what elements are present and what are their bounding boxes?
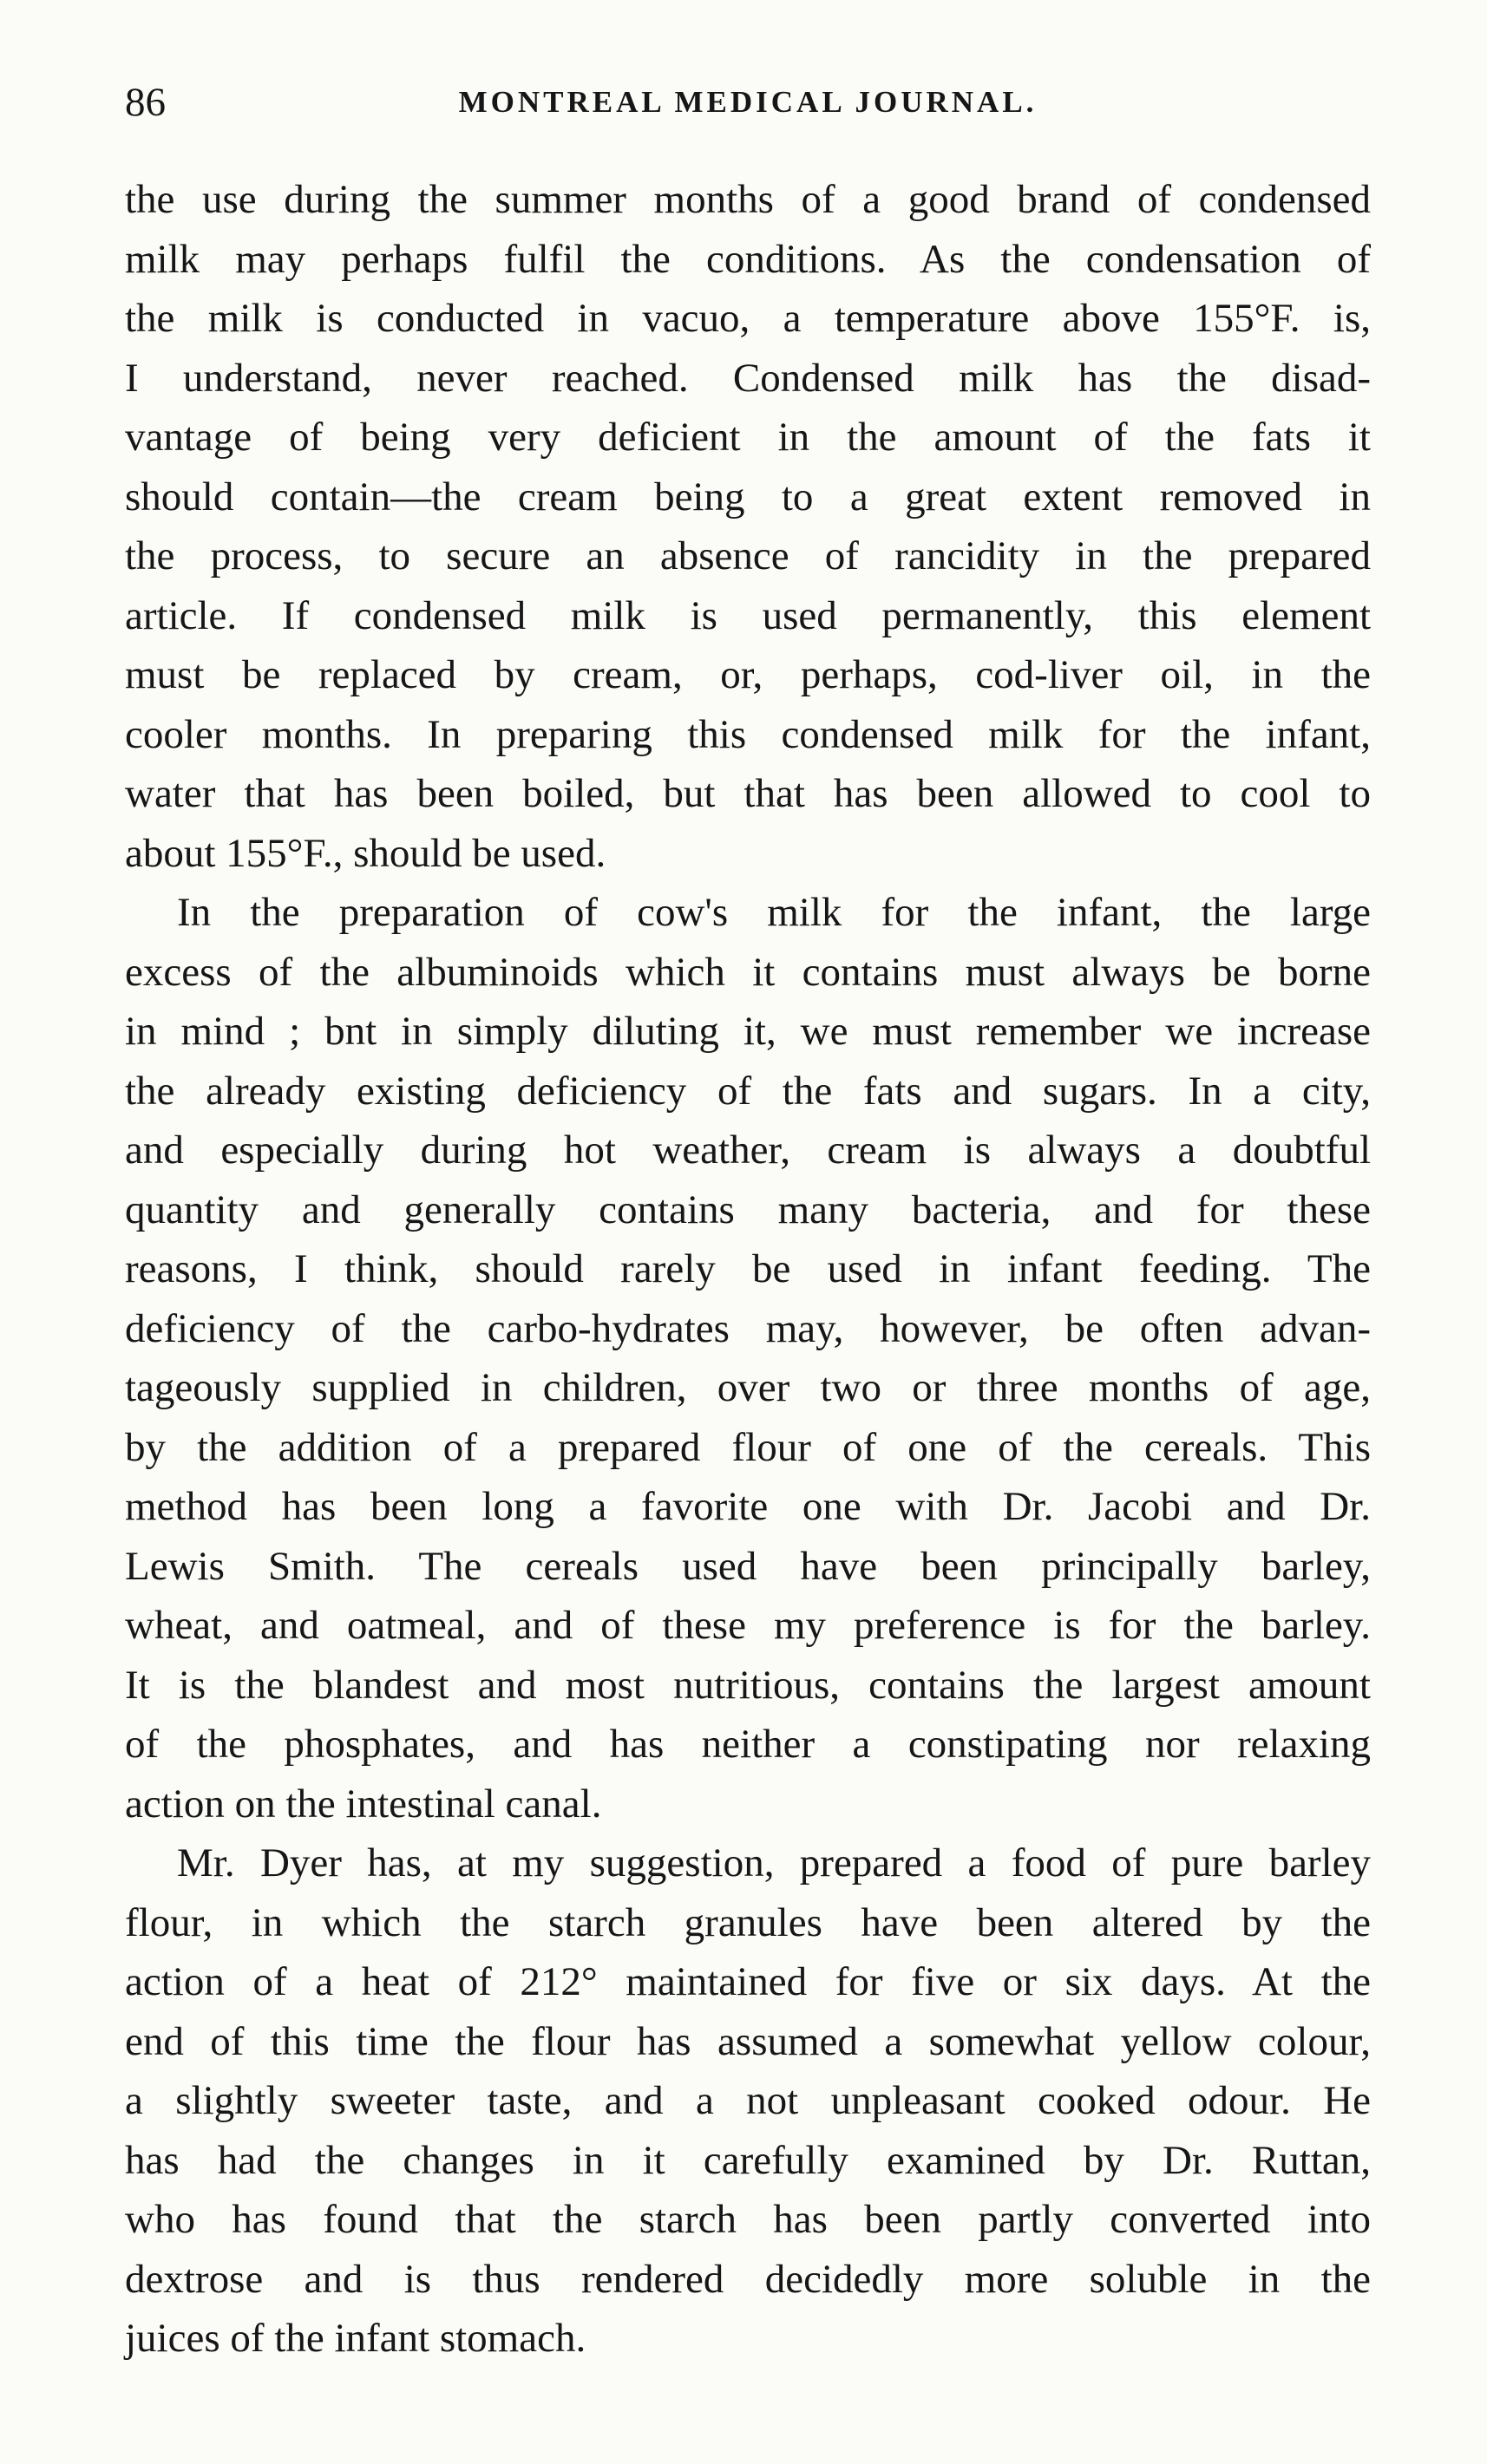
text-line: must be replaced by cream, or, perhaps, cod-liver oil, in the [125, 652, 1371, 697]
running-title: MONTREAL MEDICAL JOURNAL. [458, 85, 1038, 119]
text-line: milk may perhaps fulfil the conditions. As the condensation of [125, 236, 1371, 282]
text-line: reasons, I think, should rarely be used in infant feeding. The [125, 1246, 1371, 1291]
text-line: should contain—the cream being to a great extent removed in [125, 474, 1371, 520]
text-line: about 155°F., should be used. [125, 830, 606, 876]
text-line: vantage of being very deficient in the amount of the fats it [125, 415, 1371, 460]
paragraph [125, 170, 1371, 883]
text-line: juices of the infant stomach. [125, 2316, 586, 2361]
text-line: I understand, never reached. Condensed milk has the disad- [125, 355, 1371, 401]
text-line: action of a heat of 212° maintained for five or six days. At the [125, 1959, 1371, 2004]
text-line: In the preparation of cow's milk for the infant, the large [177, 890, 1371, 935]
text-line: the use during the summer months of a good brand of condensed [125, 177, 1371, 222]
text-line: flour, in which the starch granules have been altered by the [125, 1899, 1371, 1945]
page-number: 86 [125, 80, 166, 125]
page-header [125, 76, 1371, 128]
text-line: excess of the albuminoids which it contains must always be borne [125, 949, 1371, 995]
text-line: dextrose and is thus rendered decidedly more soluble in the [125, 2256, 1371, 2302]
text-line: quantity and generally contains many bacteria, and for these [125, 1186, 1371, 1232]
text-line: the process, to secure an absence of rancidity in the prepared [125, 533, 1371, 578]
text-line: of the phosphates, and has neither a constipating nor relaxing [125, 1722, 1371, 1767]
text-line: cooler months. In preparing this condensed milk for the infant, [125, 711, 1371, 757]
text-line: water that has been boiled, but that has been allowed to cool to [125, 771, 1371, 816]
text-line: in mind ; bnt in simply diluting it, we must remember we increase [125, 1009, 1371, 1054]
text-line: deficiency of the carbo-hydrates may, however, be often advan- [125, 1305, 1371, 1351]
text-line: Lewis Smith. The cereals used have been principally barley, [125, 1543, 1371, 1589]
text-line: tageously supplied in children, over two or three months of age, [125, 1365, 1371, 1410]
text-line: article. If condensed milk is used permanently, this element [125, 592, 1371, 638]
text-line: the milk is conducted in vacuo, a temperature above 155°F. is, [125, 296, 1371, 341]
text-line: the already existing deficiency of the fats and sugars. In a city, [125, 1068, 1371, 1114]
text-line: by the addition of a prepared flour of one of the cereals. This [125, 1424, 1371, 1470]
paragraph [125, 1833, 1371, 2369]
paragraph [125, 883, 1371, 1833]
text-line: action on the intestinal canal. [125, 1781, 602, 1827]
text-line: a slightly sweeter taste, and a not unpleasant cooked odour. He [125, 2078, 1371, 2123]
text-line: It is the blandest and most nutritious, contains the largest amount [125, 1662, 1371, 1708]
text-line: and especially during hot weather, cream is always a doubtful [125, 1127, 1371, 1173]
text-line: has had the changes in it carefully examined by Dr. Ruttan, [125, 2137, 1371, 2183]
text-line: method has been long a favorite one with Dr. Jacobi and Dr. [125, 1484, 1371, 1529]
text-line: end of this time the flour has assumed a somewhat yellow colour, [125, 2018, 1371, 2064]
text-line: who has found that the starch has been partly converted into [125, 2197, 1371, 2242]
text-line: wheat, and oatmeal, and of these my preference is for the barley. [125, 1603, 1371, 1648]
body-text [125, 170, 1371, 2369]
text-line: Mr. Dyer has, at my suggestion, prepared a food of pure barley [177, 1840, 1371, 1886]
